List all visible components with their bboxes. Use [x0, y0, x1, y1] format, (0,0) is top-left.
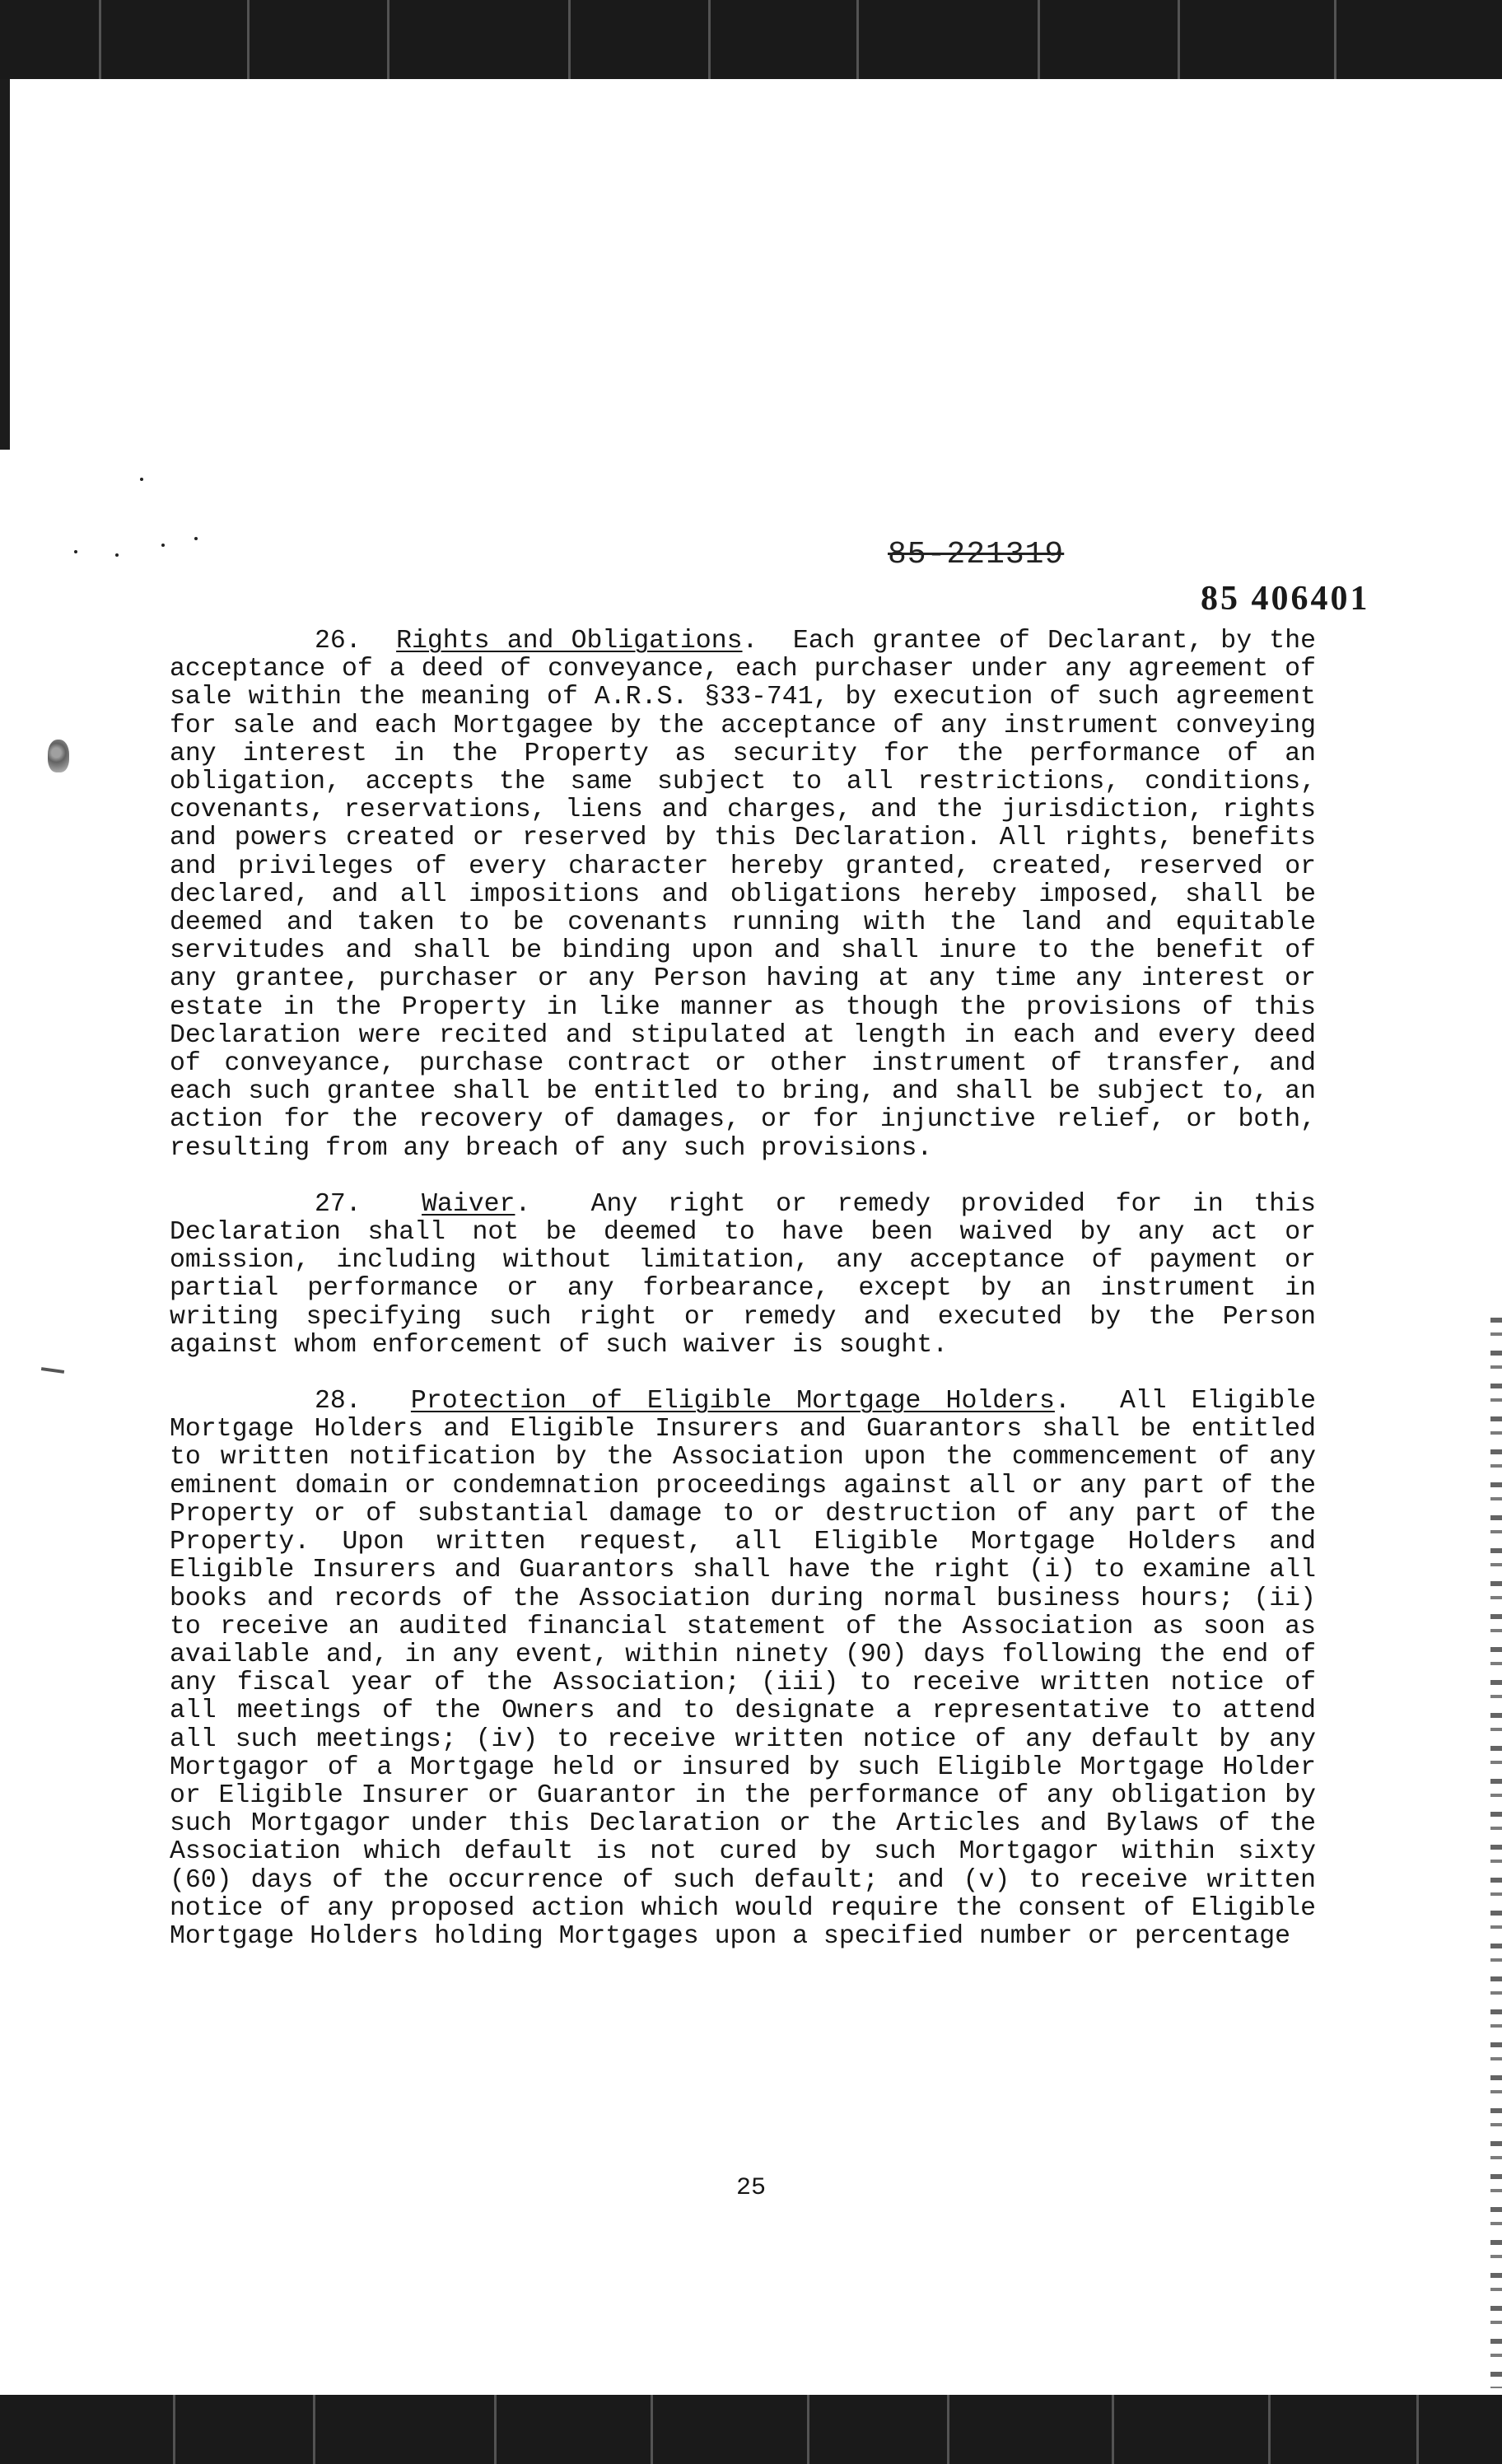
stamped-document-number: 85 406401 [1201, 580, 1370, 618]
section-26: 26. Rights and Obligations. Each grantee of Declarant, by the acceptance of a deed of conveyance, each purchaser under any agreement of sale within the meaning of A.R.S. §33-741, by execution of such agreement for sale and each Mortgagee by the acceptance of any instrument conveying any interest in the Property as security for the performance of an obligation, accepts the same subject to all restrictions, conditions, covenants, reservations, liens and charges, and the jurisdiction, rights and powers created or reserved by this Declaration. All rights, benefits and privileges of every character hereby granted, created, reserved or declared, and all impositions and obligations hereby imposed, shall be deemed and taken to be covenants running with the land and equitable servitudes and shall be binding upon and shall inure to the benefit of any grantee, purchaser or any Person having at any time any interest or estate in the Property in like manner as though the provisions of this Declaration were recited and stipulated at length in each and every deed of conveyance, purchase contract or other instrument of transfer, and each such grantee shall be entitled to bring, and shall be subject to, an action for the recovery of damages, or for injunctive relief, or both, resulting from any breach of any such provisions. [170, 627, 1317, 1163]
scan-right-edge [1490, 1318, 1502, 2388]
section-28: 28. Protection of Eligible Mortgage Holders. All Eligible Mortgage Holders and Eligible Insurers and Guarantors shall be entitled to written notification by the Association upon the commencement of any eminent domain or condemnation proceedings against all or any part of the Property or of substantial damage to or destruction of any part of the Property. Upon written request, all Eligible Mortgage Holders and Eligible Insurers and Guarantors shall have the right (i) to examine all books and records of the Association during normal business hours; (ii) to receive an audited financial statement of the Association as soon as available and, in any event, within ninety (90) days following the end of any fiscal year of the Association; (iii) to receive written notice of all meetings of the Owners and to designate a representative to attend all such meetings; (iv) to receive written notice of any default by any Mortgagor of a Mortgage held or insured by such Eligible Mortgage Holder or Eligible Insurer or Guarantor in the performance of any obligation by such Mortgagor under this Declaration or the Articles and Bylaws of the Association which default is not cured by such Mortgagor within sixty (60) days of the occurrence of such default; and (v) to receive written notice of any proposed action which would require the consent of Eligible Mortgage Holders holding Mortgages upon a specified number or percentage [170, 1387, 1316, 1951]
page-number: 25 [735, 2174, 766, 2202]
section-heading: Waiver [422, 1189, 515, 1219]
scan-left-edge [0, 79, 10, 450]
section-heading: Protection of Eligible Mortgage Holders [410, 1387, 1055, 1416]
struck-document-number: 85-221319 [888, 537, 1065, 572]
section-body: Each grantee of Declarant, by the acceptance of a deed of conveyance, each purchaser under any agreement of sale within the meaning of A.R.S. §33-741, by execution of such agreement for sale and each Mortgagee by the acceptance of any instrument conveying any interest in the Property as security for the performance of an obligation, accepts the same subject to all restrictions, conditions, covenants, reservations, liens and charges, and the jurisdiction, rights and powers created or reserved by this Declaration. All rights, benefits and privileges of every character hereby granted, created, reserved or declared, and all impositions and obligations hereby imposed, shall be deemed and taken to be covenants running with the land and equitable servitudes and shall be binding upon and shall inure to the benefit of any grantee, purchaser or any Person having at any time any interest or estate in the Property in like manner as though the provisions of this Declaration were recited and stipulated at length in each and every deed of conveyance, purchase contract or other instrument of transfer, and each such grantee shall be entitled to bring, and shall be subject to, an action for the recovery of damages, or for injunctive relief, or both, resulting from any breach of any such provisions. [170, 627, 1317, 1163]
scan-speck [194, 537, 198, 540]
margin-dash-mark [41, 1367, 64, 1374]
document-body [170, 628, 1316, 1979]
section-number: 27. [315, 1189, 362, 1219]
scan-speck [161, 544, 165, 547]
scan-top-edge [0, 0, 1502, 79]
scan-bottom-edge [0, 2395, 1502, 2464]
section-number: 26. [315, 627, 362, 656]
section-body: Any right or remedy provided for in this Declaration shall not be deemed to have been waived by any act or omission, including without limitation, any acceptance of payment or partial performance or any forbearance, except by an instrument in writing specifying such right or remedy and executed by the Person against whom enforcement of such waiver is sought. [170, 1189, 1316, 1360]
section-number: 28. [315, 1387, 362, 1416]
scan-speck [74, 550, 77, 553]
scan-speck [115, 553, 119, 557]
scan-speck [140, 478, 143, 481]
section-heading: Rights and Obligations [396, 627, 743, 656]
section-body: All Eligible Mortgage Holders and Eligible Insurers and Guarantors shall be entitled to written notification by the Association upon the commencement of any eminent domain or condemnation proceedings against all or any part of the Property or of substantial damage to or destruction of any part of the Property. Upon written request, all Eligible Mortgage Holders and Eligible Insurers and Guarantors shall have the right (i) to examine all books and records of the Association during normal business hours; (ii) to receive an audited financial statement of the Association as soon as available and, in any event, within ninety (90) days following the end of any fiscal year of the Association; (iii) to receive written notice of all meetings of the Owners and to designate a representative to attend all such meetings; (iv) to receive written notice of any default by any Mortgagor of a Mortgage held or insured by such Eligible Mortgage Holder or Eligible Insurer or Guarantor in the performance of any obligation by such Mortgagor under this Declaration or the Articles and Bylaws of the Association which default is not cured by such Mortgagor within sixty (60) days of the occurrence of such default; and (v) to receive written notice of any proposed action which would require the consent of Eligible Mortgage Holders holding Mortgages upon a specified number or percentage [170, 1387, 1316, 1951]
ink-blot-mark [48, 740, 69, 772]
section-27: 27. Waiver. Any right or remedy provided for in this Declaration shall not be deemed to have been waived by any act or omission, including without limitation, any acceptance of payment or partial performance or any forbearance, except by an instrument in writing specifying such right or remedy and executed by the Person against whom enforcement of such waiver is sought. [170, 1189, 1316, 1360]
